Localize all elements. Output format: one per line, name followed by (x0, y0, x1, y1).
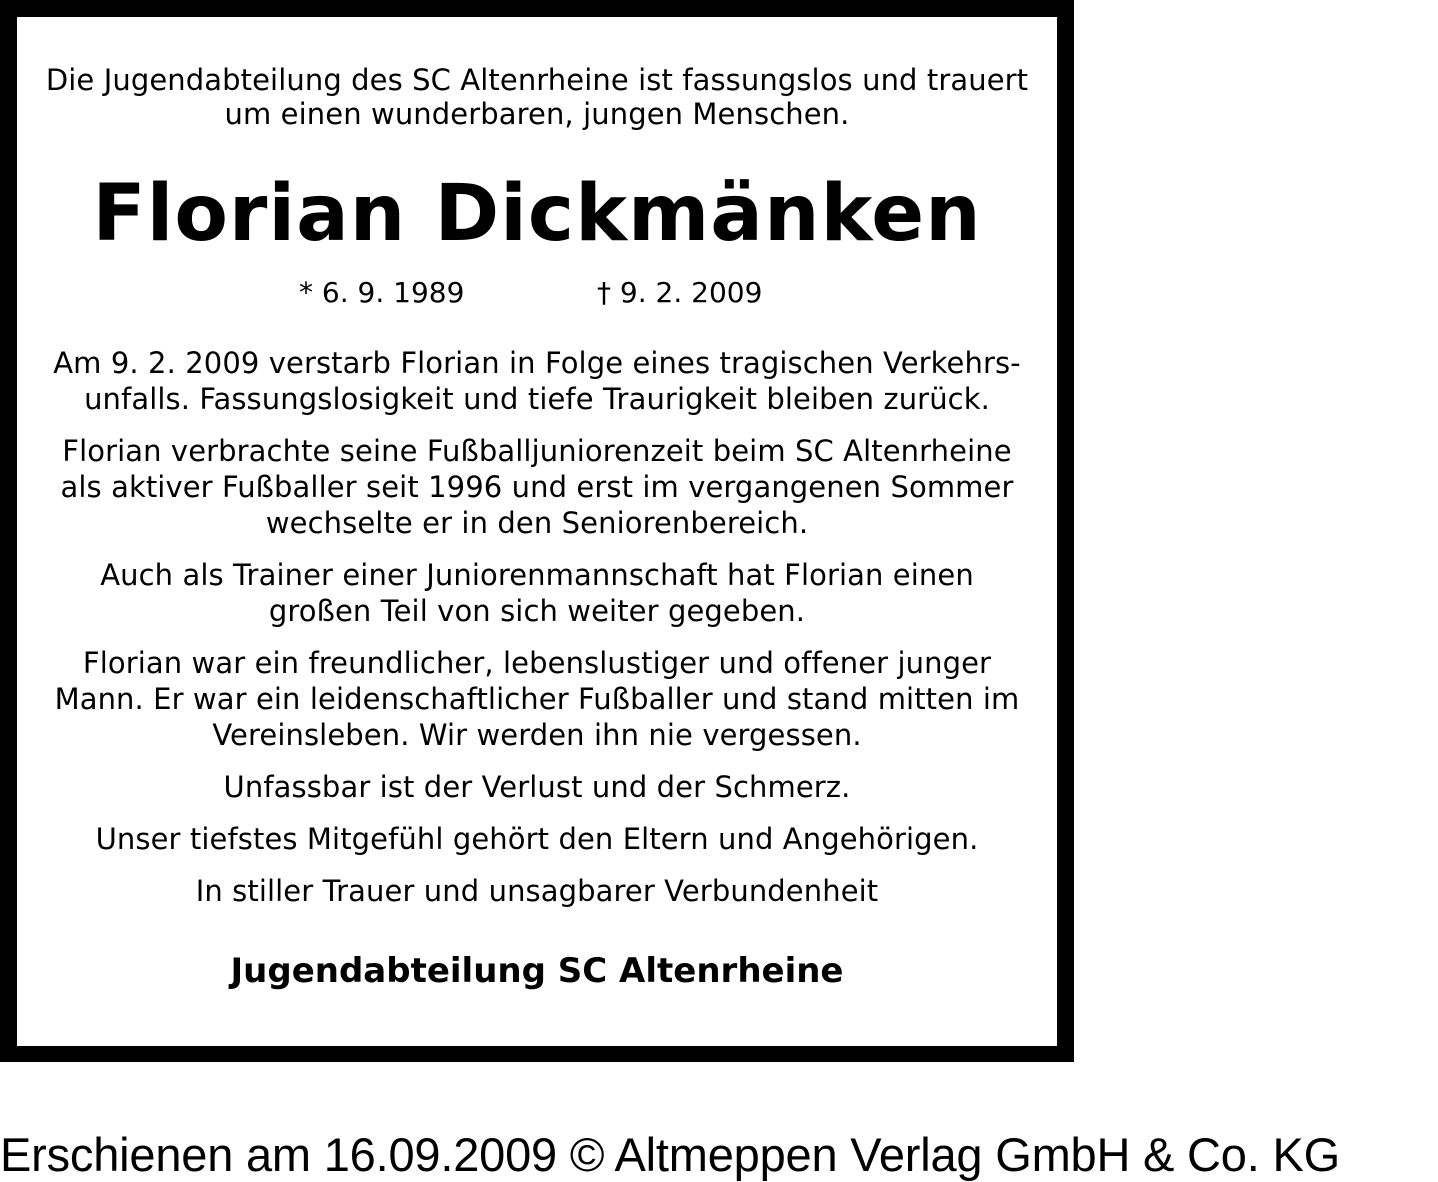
paragraph-1-line-1: Am 9. 2. 2009 verstarb Florian in Folge eines tragischen Verkehrs- (53, 346, 1021, 380)
paragraph-3-line-2: großen Teil von sich weiter gegeben. (268, 594, 806, 628)
publication-footer: Erschienen am 16.09.2009 © Altmeppen Verlag GmbH & Co. KG (0, 1128, 1340, 1181)
deceased-name: Florian Dickmänken (92, 169, 982, 259)
paragraph-4-line-1: Florian war ein freundlicher, lebenslustiger und offener junger (82, 646, 992, 680)
loss-line: Unfassbar ist der Verlust und der Schmerz. (223, 770, 851, 804)
obituary-notice (17, 17, 1057, 1046)
paragraph-2-line-1: Florian verbrachte seine Fußballjuniorenzeit beim SC Altenrheine (62, 434, 1012, 468)
closing-line: In stiller Trauer und unsagbarer Verbundenheit (195, 874, 879, 908)
paragraph-2-line-3: wechselte er in den Seniorenbereich. (265, 506, 809, 540)
paragraph-2-line-2: als aktiver Fußballer seit 1996 und erst im vergangenen Sommer (60, 470, 1014, 504)
signature: Jugendabteilung SC Altenrheine (230, 951, 844, 991)
death-date: † 9. 2. 2009 (597, 276, 763, 309)
intro-line-2: um einen wunderbaren, jungen Menschen. (224, 97, 850, 131)
paragraph-4-line-3: Vereinsleben. Wir werden ihn nie vergessen. (212, 718, 862, 752)
paragraph-4-line-2: Mann. Er war ein leidenschaftlicher Fußballer und stand mitten im (54, 682, 1020, 716)
sympathy-line: Unser tiefstes Mitgefühl gehört den Eltern und Angehörigen. (95, 822, 979, 856)
intro-line-1: Die Jugendabteilung des SC Altenrheine ist fassungslos und trauert (45, 63, 1029, 97)
birth-date: * 6. 9. 1989 (299, 276, 465, 309)
paragraph-3-line-1: Auch als Trainer einer Juniorenmannschaft hat Florian einen (100, 558, 974, 592)
paragraph-1-line-2: unfalls. Fassungslosigkeit und tiefe Traurigkeit bleiben zurück. (84, 382, 990, 416)
